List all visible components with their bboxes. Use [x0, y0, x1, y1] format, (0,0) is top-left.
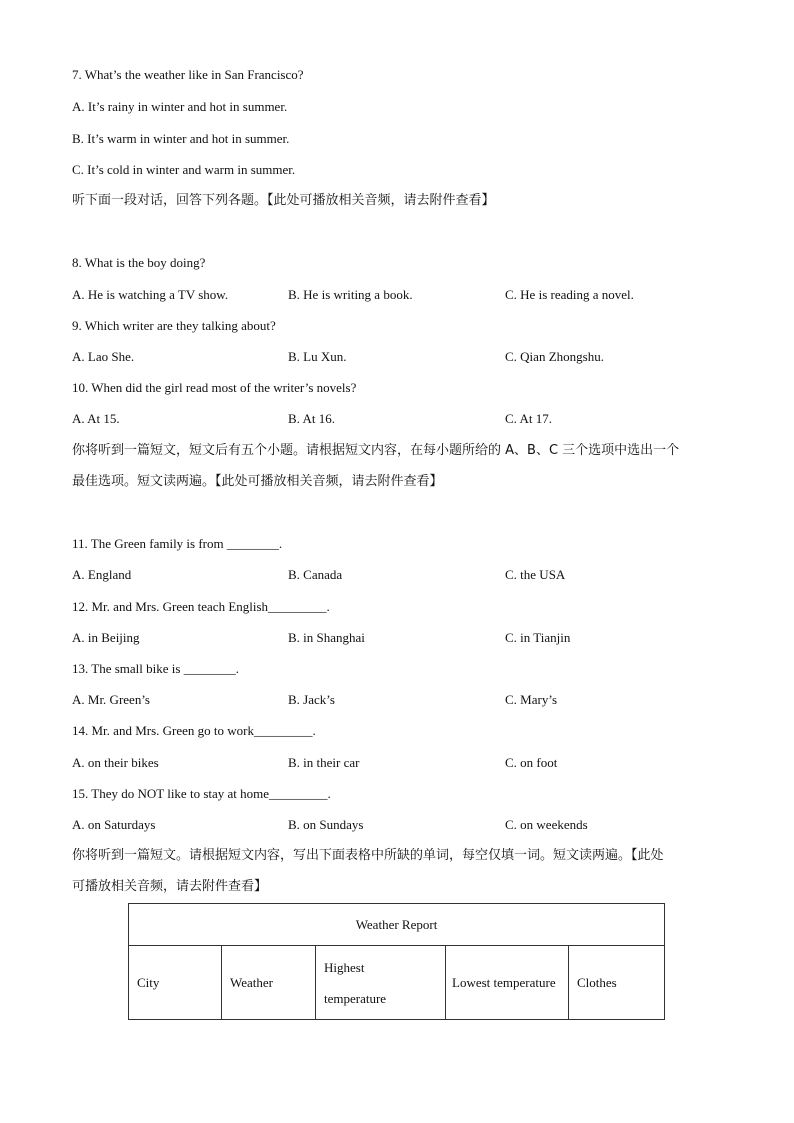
q12-option-a: A. in Beijing [72, 630, 140, 645]
question-10: 10. When did the girl read most of the writer’s novels? [72, 380, 357, 395]
header-weather: Weather [222, 946, 316, 1020]
q10-option-c: C. At 17. [505, 411, 552, 426]
weather-report-table [128, 903, 665, 1020]
q11-option-b: B. Canada [288, 567, 343, 582]
q13-option-c: C. Mary’s [505, 692, 557, 707]
header-lowest-temperature: Lowest temperature [446, 946, 569, 1020]
table-title: Weather Report [129, 904, 665, 946]
q7-option-a: A. It’s rainy in winter and hot in summer. [72, 99, 288, 114]
q11-option-c: C. the USA [505, 567, 566, 582]
q15-option-a: A. on Saturdays [72, 817, 156, 832]
q9-option-a: A. Lao She. [72, 349, 135, 364]
q9-option-c: C. Qian Zhongshu. [505, 349, 604, 364]
question-14: 14. Mr. and Mrs. Green go to work_________. [72, 723, 316, 738]
instruction-passage-line2: 最佳选项。短文读两遍。【此处可播放相关音频，请去附件查看】 [72, 474, 443, 489]
q9-option-b: B. Lu Xun. [288, 349, 347, 364]
q8-option-a: A. He is watching a TV show. [72, 287, 229, 302]
q15-option-b: B. on Sundays [288, 817, 364, 832]
q12-option-b: B. in Shanghai [288, 630, 365, 645]
q11-option-a: A. England [72, 567, 132, 582]
question-13: 13. The small bike is ________. [72, 661, 239, 676]
q13-option-a: A. Mr. Green’s [72, 692, 150, 707]
q14-option-c: C. on foot [505, 755, 558, 770]
instruction-table-line1: 你将听到一篇短文。请根据短文内容，写出下面表格中所缺的单词，每空仅填一词。短文读两遍。【此处 [72, 848, 664, 863]
q13-option-b: B. Jack’s [288, 692, 335, 707]
q7-option-c: C. It’s cold in winter and warm in summer. [72, 162, 296, 177]
instruction-dialogue: 听下面一段对话，回答下列各题。【此处可播放相关音频，请去附件查看】 [72, 193, 495, 208]
header-highest-temperature [316, 946, 446, 1020]
q14-option-b: B. in their car [288, 755, 360, 770]
q10-option-b: B. At 16. [288, 411, 335, 426]
question-9: 9. Which writer are they talking about? [72, 318, 276, 333]
q14-option-a: A. on their bikes [72, 755, 159, 770]
question-11: 11. The Green family is from ________. [72, 536, 283, 551]
q8-option-b: B. He is writing a book. [288, 287, 413, 302]
instruction-table-line2: 可播放相关音频，请去附件查看】 [72, 879, 268, 894]
question-12: 12. Mr. and Mrs. Green teach English_________. [72, 599, 330, 614]
header-city: City [129, 946, 222, 1020]
q15-option-c: C. on weekends [505, 817, 588, 832]
question-8: 8. What is the boy doing? [72, 255, 206, 270]
q12-option-c: C. in Tianjin [505, 630, 571, 645]
header-highest-line1: Highest [324, 959, 365, 975]
instruction-passage-line1: 你将听到一篇短文，短文后有五个小题。请根据短文内容，在每小题所给的 A、B、C 三个选项中选出一个 [72, 443, 680, 458]
header-clothes: Clothes [569, 946, 665, 1020]
q7-option-b: B. It’s warm in winter and hot in summer. [72, 131, 290, 146]
question-15: 15. They do NOT like to stay at home_________. [72, 786, 331, 801]
q10-option-a: A. At 15. [72, 411, 120, 426]
header-highest-line2: temperature [324, 990, 387, 1006]
q8-option-c: C. He is reading a novel. [505, 287, 634, 302]
table-header-row [129, 946, 665, 1020]
question-7: 7. What’s the weather like in San Francisco? [72, 67, 304, 82]
